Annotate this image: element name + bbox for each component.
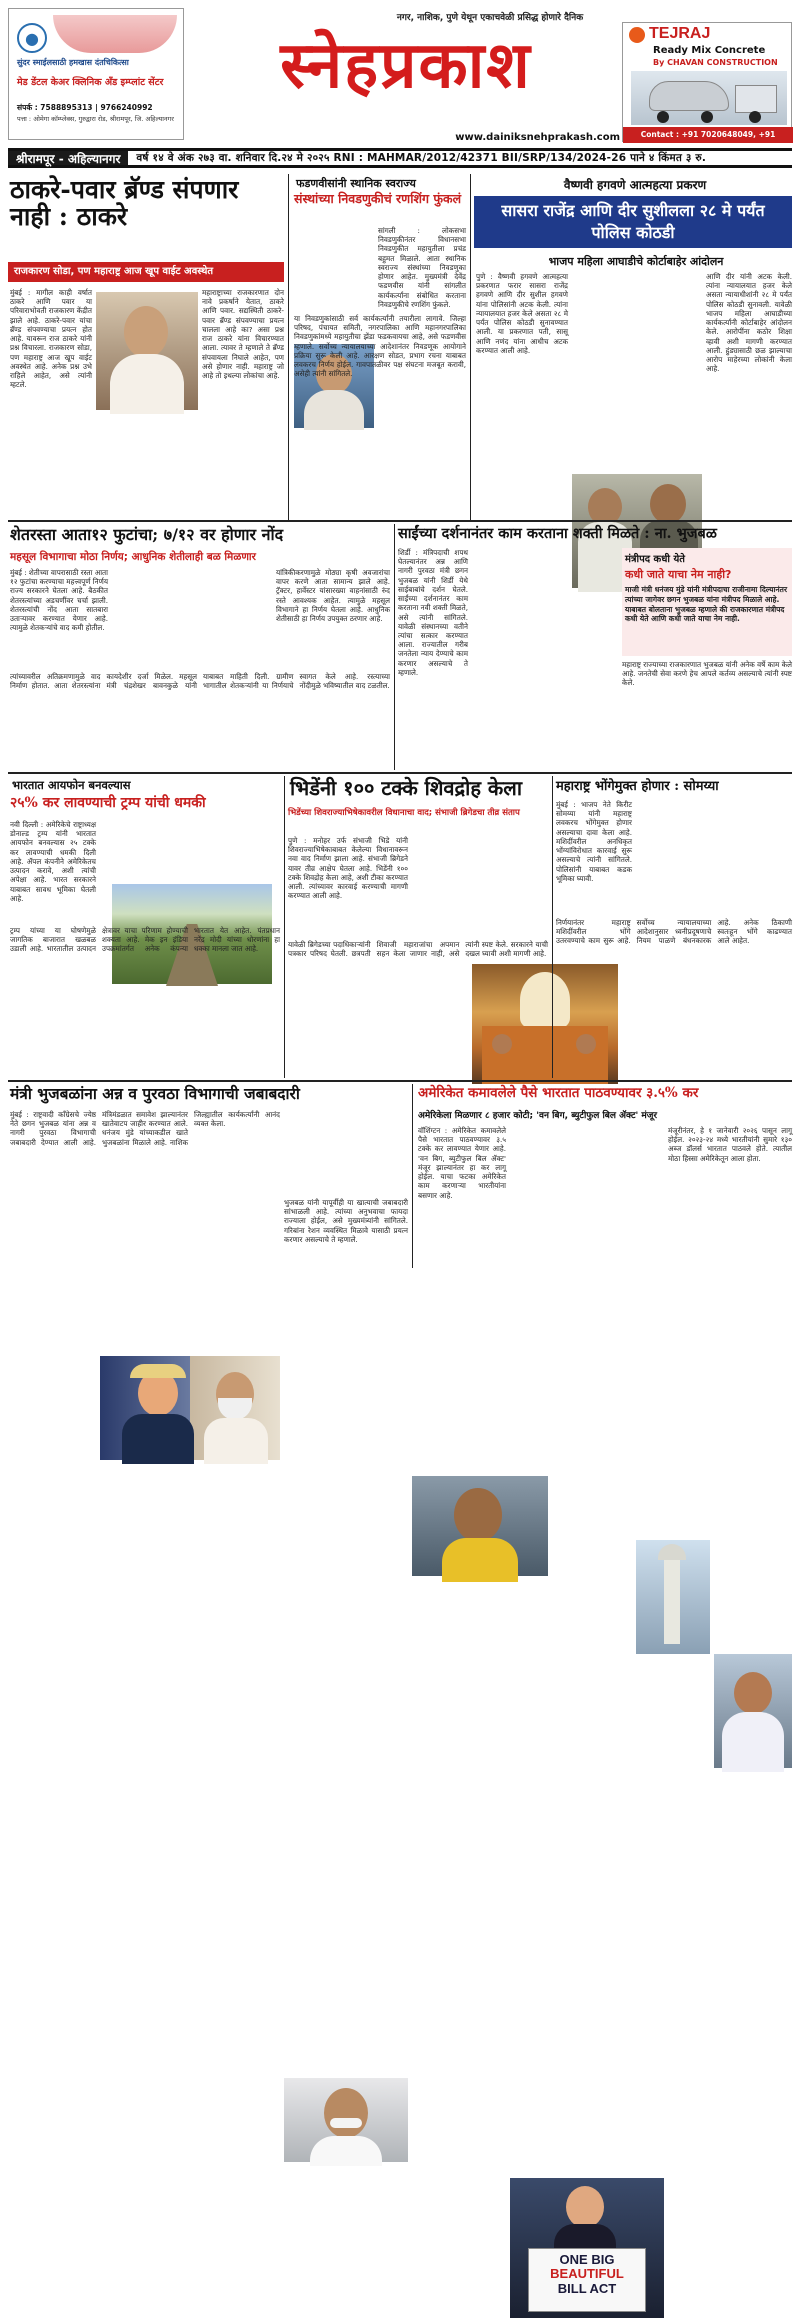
story2-headline[interactable]: संस्थांच्या निवडणुकीचं रणशिंग फुंकलं	[294, 191, 462, 206]
dateline-bar	[8, 148, 792, 168]
story3-body-right: आणि दीर यांनी अटक केली. त्यांना न्यायालयात हजर केले असता न्यायाधीशांनी २८ मे पर्यंत पोलिस कोठडी सुनावली. यावेळी भाजप महिला आघाडीच्या कार्यकर्त्यांनी कोर्टाबाहेर आंदोलन केले. आरोपींना कठोर शिक्षा व्हावी अशी मागणी करण्यात आली. हुंड्यासाठी छळ झाल्याचा आरोप माहेरच्या लोकांनी केला आहे.	[706, 272, 792, 374]
story8-body2: निर्णयानंतर महाराष्ट्र मशिदींवरील भोंगे उतरवण्याचे काम सुरू आहे. सर्वोच्च न्यायालयाच्या आदेशानुसार ध्वनीप्रदूषणाचे नियम पाळणे बंधनकारक आहे. अनेक ठिकाणी स्वतःहून भोंगे काढण्यात आले आहेत.	[556, 918, 792, 946]
story6-headline[interactable]: २५% कर लावण्याची ट्रम्प यांची धमकी	[10, 795, 206, 811]
story5-box-body2: महाराष्ट्र राज्याच्या राजकारणात भुजबळ यांनी अनेक वर्षे काम केले आहे. जनतेची सेवा करणे हेच आपले कर्तव्य असल्याचे त्यांनी स्पष्ट केले.	[622, 660, 792, 688]
story10-subhead: अमेरिकेला मिळणार ८ हजार कोटी; 'वन बिग, ब्युटीफुल बिल ॲक्ट' मंजूर	[418, 1111, 658, 1121]
tejraj-brand: TEJRAJ	[649, 25, 711, 42]
story1-body-left: मुंबई : मागील काही वर्षात ठाकरे आणि पवार या परिवाराभोवती राजकारण केंद्रीत झाले आहे. ठाकरे-पवार यांचा ब्रॅण्ड संपवण्याचा प्रयत्न होत आहे. यावरून राज ठाकरे यांनी प्रश्न विचारला. राजकारण सोडा, पण महाराष्ट्र आज खूप वाईट अवस्थेत आहे. अनेक प्रश्न उभे राहिले आहेत, असे त्यांनी म्हटले.	[10, 288, 92, 390]
bill-sign-line2: BEAUTIFUL	[550, 2266, 624, 2282]
story5-headline[interactable]: साईंच्या दर्शनानंतर काम करताना शक्ती मिळते : ना. भुजबळ	[398, 525, 717, 542]
story10-body2: मंजूरीनंतर, हे १ जानेवारी २०२६ पासून लागू होईल. २०२३-२४ मध्ये भारतीयांनी सुमारे १३० अब्ज डॉलर्स भारतात पाठवले होते. त्यातील मोठा हिस्सा अमेरिकेतून आला होता.	[668, 1126, 792, 1163]
story4-subhead: महसूल विभागाचा मोठा निर्णय; आधुनिक शेतीलाही बळ मिळणार	[10, 551, 256, 563]
bhujbal-photo	[284, 2078, 408, 2162]
story5-box-body: माजी मंत्री धनंजय मुंडे यांनी मंत्रीपदाचा राजीनामा दिल्यानंतर त्यांच्या जागेवर छगन भुजबळ यांना मंत्रीपद मिळाले आहे. याबाबत बोलताना भुजबळ म्हणाले की राजकारणात मंत्रीपद कधी येते आणि कधी जाते याचा नेम नाही.	[625, 585, 788, 624]
story5-box	[622, 548, 792, 656]
story5-box-title: कधी जाते याचा नेम नाही?	[625, 568, 732, 581]
story10-headline[interactable]: अमेरिकेत कमावलेले पैसे भारतात पाठवण्यावर ३.५% कर	[418, 1085, 699, 1101]
masthead-title: स्नेहप्रकाश	[280, 28, 532, 103]
tooth-logo-icon: ●	[17, 23, 47, 53]
story5-box-kicker: मंत्रीपद कधी येते	[625, 554, 685, 565]
bill-sign	[528, 2248, 646, 2312]
story7-body2: यावेळी ब्रिगेडच्या पदाधिकाऱ्यांनी पत्रकार परिषद घेतली. छत्रपती शिवाजी महाराजांचा अपमान सहन केला जाणार नाही, असे त्यांनी स्पष्ट केले. सरकारने याची दखल घ्यावी अशी मागणी आहे.	[288, 940, 548, 959]
story7-headline[interactable]: भिडेंनी १०० टक्के शिवद्रोह केला	[290, 776, 523, 800]
story2-kicker: फडणवीसांनी स्थानिक स्वराज्य	[296, 177, 416, 190]
story4-body-bottom: त्यांच्यावरील अतिक्रमणामुळे वाद निर्माण होतात. आता शेतरस्त्यांना कायदेशीर दर्जा मिळेल. महसूल मंत्री चंद्रशेखर बावनकुळे यांनी याबाबत माहिती दिली. ग्रामीण भागातील शेतकऱ्यांनी या निर्णयाचे स्वागत केले आहे. रस्त्याच्या नोंदीमुळे भविष्यातील वाद टळतील.	[10, 672, 390, 691]
story2-body-top: सांगली : लोकसभा निवडणुकीनंतर विधानसभा निवडणुकीत महायुतीला प्रचंड बहुमत मिळाले. आता स्थानिक स्वराज्य संस्थांच्या निवडणुका होणार आहेत. मुख्यमंत्री देवेंद्र फडणवीस यांनी सांगलीत कार्यकर्त्यांना संबोधित करताना निवडणुकीचे रणशिंग फुंकले.	[378, 226, 466, 309]
story6-kicker: भारतात आयफोन बनवल्यास	[12, 778, 131, 792]
dental-phone: संपर्क : 7588895313 | 9766240992	[17, 103, 153, 112]
tejraj-by: By CHAVAN CONSTRUCTION	[653, 58, 778, 67]
tejraj-ad[interactable]	[622, 22, 792, 142]
dental-ad[interactable]	[8, 8, 184, 140]
bill-sign-line1: ONE BIG	[559, 2252, 615, 2267]
mosque-photo	[636, 1540, 710, 1654]
story3-subhead: भाजप महिला आघाडीचे कोर्टाबाहेर आंदोलन	[548, 255, 724, 268]
story3-body-left: पुणे : वैष्णवी हगवणे आत्महत्या प्रकरणात फरार सासरा राजेंद्र हगवणे आणि दीर सुशील हगवणे यांना पोलिसांनी अटक केली. त्यांना न्यायालयात हजर केले असता २८ मे पर्यंत पोलिस कोठडी सुनावण्यात आली. या प्रकरणात पती, सासू आणि नणंद यांना आधीच अटक करण्यात आली आहे.	[476, 272, 568, 355]
story4-body-left: मुंबई : शेतीच्या वापरासाठी रस्ता आता १२ फुटांचा करण्याचा महत्त्वपूर्ण निर्णय राज्य सरकारने घेतला आहे. बैठकीत शेतरस्त्यांच्या अडचणींवर चर्चा झाली. शेतरस्त्यांची नोंद आता सातबारा उताऱ्यावर करण्यात येणार आहे. त्यामुळे शेतकऱ्यांचे वाद कमी होतील.	[10, 568, 108, 633]
story6-body: नवी दिल्ली : अमेरिकेचे राष्ट्राध्यक्ष डोनाल्ड ट्रम्प यांनी भारतात आयफोन बनवल्यास २५ टक्के कर लावण्याची धमकी दिली आहे. ॲपल कंपनीने अमेरिकेतच उत्पादन करावे, अशी त्यांची अपेक्षा आहे. भारत सरकारने याबाबत सावध भूमिका घेतली आहे.	[10, 820, 96, 903]
dental-clinic-name: मेड डेंटल केअर क्लिनिक अँड इम्प्लांट सेंटर	[17, 77, 164, 88]
story3-kicker: वैष्णवी हगवणे आत्महत्या प्रकरण	[563, 178, 707, 192]
story4-body-right: यांत्रिकीकरणामुळे मोठ्या कृषी अवजारांचा वापर करणे आता सामान्य झाले आहे. ट्रॅक्टर, हार्वेस्टर यांसारख्या वाहनांसाठी रुंद रस्ते आवश्यक आहेत. त्यामुळे महसूल विभागाने हा निर्णय घेतला आहे. आधुनिक शेतीसाठी हा निर्णय उपयुक्त ठरणार आहे.	[276, 568, 390, 624]
mixer-truck-image	[631, 71, 787, 125]
story4-headline[interactable]: शेतरस्ता आता१२ फुटांचा; ७/१२ वर होणार नोंद	[10, 525, 284, 544]
big-bill-photo	[510, 2178, 664, 2318]
story5-body: शिर्डी : मंत्रिपदाची शपथ घेतल्यानंतर अन्न आणि नागरी पुरवठा मंत्री छगन भुजबळ यांनी शिर्डी येथे साईबाबांचे दर्शन घेतले. साईंच्या दर्शनानंतर काम करताना नवी शक्ती मिळते, असे त्यांनी सांगितले. यावेळी संस्थानच्या वतीने त्यांचा सत्कार करण्यात आला. राज्यातील गरीब जनतेला न्याय देण्याचे काम करणार असल्याचे ते म्हणाले.	[398, 548, 468, 677]
story3-headline[interactable]: सासरा राजेंद्र आणि दीर सुशीलला २८ मे पर्यंत पोलिस कोठडी	[474, 196, 792, 248]
masthead-website[interactable]: www.dainiksnehprakash.com	[455, 132, 620, 143]
story8-headline[interactable]: महाराष्ट्र भोंगेमुक्त होणार : सोमय्या	[556, 779, 719, 794]
story1-body-right: महाराष्ट्राच्या राजकारणात दोन नावे प्रकर्षाने येतात, ठाकरे आणि पवार. सद्यस्थिती ठाकरे-पवार ब्रॅण्ड संपवण्याचा प्रयत्न चालला आहे का? असा प्रश्न राज ठाकरे यांना विचारण्यात आला. त्यावर ते म्हणाले ते ब्रॅण्ड संपवायला निघाले आहेत, पण असे होणार नाही. महाराष्ट्र जो आहे तो इथल्या लोकांचा आहे.	[202, 288, 284, 380]
dental-tagline: सुंदर स्माईलसाठी हमखास दंतचिकित्सा	[17, 58, 129, 67]
story1-headline[interactable]: ठाकरे-पवार ब्रॅण्ड संपणार नाही : ठाकरे	[10, 175, 239, 231]
trump-modi-photo	[100, 1356, 280, 1460]
tejraj-product: Ready Mix Concrete	[653, 45, 766, 56]
masthead-tagline: नगर, नाशिक, पुणे येथून एकाचवेळी प्रसिद्ध होणारे दैनिक	[396, 13, 584, 23]
story9-body: मुंबई : राष्ट्रवादी काँग्रेसचे ज्येष्ठ नेते छगन भुजबळ यांना अन्न व नागरी पुरवठा विभागाची जबाबदारी देण्यात आली आहे. मंत्रिमंडळात समावेश झाल्यानंतर खातेवाटप जाहीर करण्यात आले. धनंजय मुंडे यांच्याकडील खाते भुजबळांना मिळाले आहे. नाशिक जिल्ह्यातील कार्यकर्त्यांनी आनंद व्यक्त केला.	[10, 1110, 280, 1147]
story10-body: वॉशिंग्टन : अमेरिकेत कमावलेले पैसे भारतात पाठवण्यावर ३.५ टक्के कर लावण्यात येणार आहे. 'वन बिग, ब्युटीफुल बिल ॲक्ट' मंजूर झाल्यानंतर हा कर लागू होईल. याचा फटका अमेरिकेत काम करणाऱ्या भारतीयांना बसणार आहे.	[418, 1126, 506, 1200]
dateline-location: श्रीरामपूर - अहिल्यानगर	[8, 151, 128, 165]
story8-body: मुंबई : भाजप नेते किरीट सोमय्या यांनी महाराष्ट्र लवकरच भोंगेमुक्त होणार असल्याचा दावा केला आहे. मशिदींवरील अनधिकृत भोंग्यांविरोधात कारवाई सुरू असल्याचे त्यांनी सांगितले. पोलिसांनी याबाबत कडक भूमिका घ्यावी.	[556, 800, 632, 883]
somaiya-photo	[714, 1654, 792, 1768]
bill-sign-line3: BILL ACT	[557, 2280, 617, 2296]
bhide-photo	[412, 1476, 548, 1576]
dateline-meta: वर्ष १४ वे अंक २७३ वा. शनिवार दि.२४ मे २०२५ RNI : MAHMAR/2012/42371 BII/SRP/134/2024-26 पाने ४ किंमत ३ रु.	[136, 152, 707, 164]
story1-subhead: राजकारण सोडा, पण महाराष्ट्र आज खूप वाईट अवस्थेत	[8, 262, 284, 282]
story6-body-bottom: ट्रम्प यांच्या या घोषणेमुळे जागतिक बाजारात खळबळ उडाली आहे. भारतातील उत्पादन क्षेत्रावर याचा परिणाम होण्याची शक्यता आहे. मेक इन इंडिया उपक्रमांतर्गत अनेक कंपन्या भारतात येत आहेत. पंतप्रधान नरेंद्र मोदी यांच्या धोरणांना हा धक्का मानला जात आहे.	[10, 926, 280, 954]
sun-logo-icon	[629, 27, 645, 43]
tejraj-contact: Contact : +91 7020648049, +91	[623, 127, 793, 143]
story9-headline[interactable]: मंत्री भुजबळांना अन्न व पुरवठा विभागाची जबाबदारी	[10, 1084, 300, 1103]
dental-address: पत्ता : ओमेगा कॉम्प्लेक्स, गुरुद्वारा रोड, श्रीरामपूर, जि. अहिल्यानगर	[17, 115, 174, 123]
story7-body: पुणे : मनोहर उर्फ संभाजी भिडे यांनी शिवराज्याभिषेकाबाबत केलेल्या विधानावरून नवा वाद निर्माण झाला आहे. संभाजी ब्रिगेडने यावर तीव्र आक्षेप घेतला आहे. भिडेंनी १०० टक्के शिवद्रोह केला आहे, अशी टीका करण्यात आली. त्यांच्यावर कारवाई करण्याची मागणी करण्यात आली आहे.	[288, 836, 408, 901]
smile-image	[53, 15, 177, 53]
raj-thackeray-photo	[96, 292, 198, 410]
story9-body2: भुजबळ यांनी यापूर्वीही या खात्याची जबाबदारी सांभाळली आहे. त्यांच्या अनुभवाचा फायदा राज्याला होईल, असे मुख्यमंत्र्यांनी सांगितले. गरिबांना रेशन व्यवस्थित मिळावे यासाठी प्रयत्न करणार असल्याचे ते म्हणाले.	[284, 1198, 408, 1244]
story7-subhead: भिडेंच्या शिवराज्याभिषेकावरील विधानाचा वाद; संभाजी ब्रिगेडचा तीव्र संताप	[288, 808, 520, 818]
story2-body-bottom: या निवडणुकांसाठी सर्व कार्यकर्त्यांनी तयारीला लागावे. जिल्हा परिषद, पंचायत समिती, नगरपालिका आणि महानगरपालिका निवडणुकांमध्ये महायुतीचा झेंडा फडकवायचा आहे, असे फडणवीस म्हणाले. सर्वोच्च न्यायालयाच्या आदेशानंतर निवडणूक आयोगाने प्रक्रिया सुरू केली आहे. आरक्षण सोडत, प्रभाग रचना याबाबत लवकरच निर्णय होईल. गावपातळीवर पक्ष संघटना मजबूत करावी, असेही त्यांनी सांगितले.	[294, 314, 466, 379]
